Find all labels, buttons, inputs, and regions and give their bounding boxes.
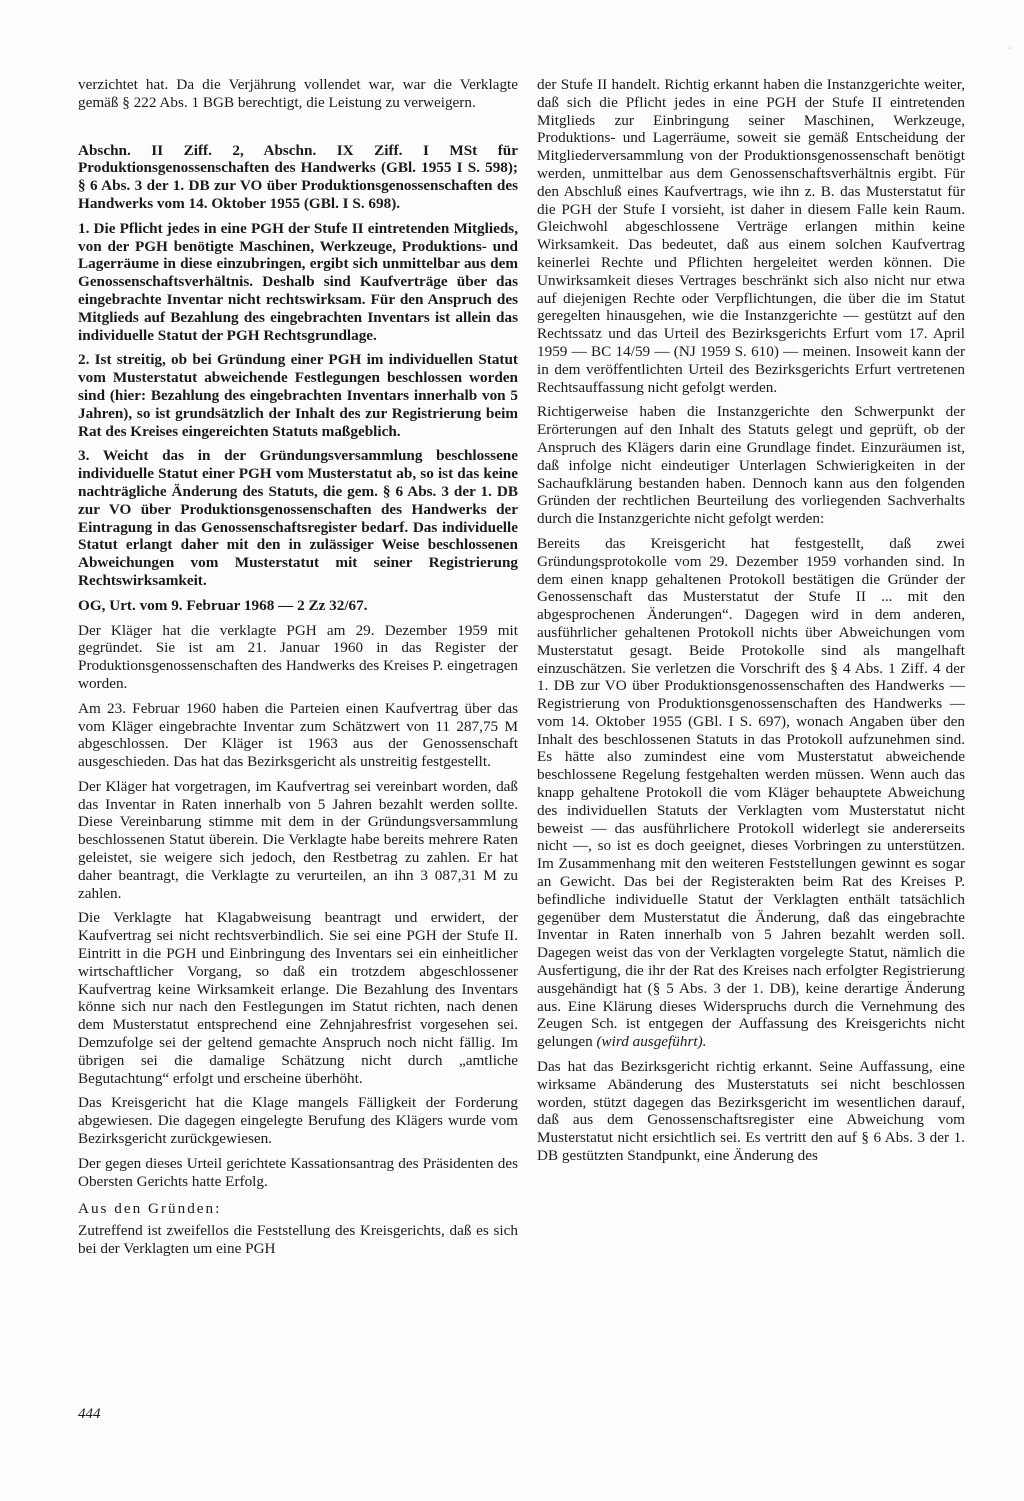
paragraph-text: Bereits das Kreisgericht hat festgestellt, daß zwei Gründungsprotokolle vom 29. Dezember 1959 vorhanden sind. In dem einen knapp gehaltenen Protokoll bestätigen die Gründer der Genossenschaft das Musterstatut der Stufe II ... mit den abgesprochenen Änderungen“. Dagegen wird in dem anderen, ausführlicher gehaltenen Protokoll nichts über Abweichungen vom Musterstatut gesagt. Beide Protokolle sind als mangelhaft einzuschätzen. Sie verletzen die Vorschrift des § 4 Abs. 1 Ziff. 4 der 1. DB zur VO über Produktionsgenossenschaften des Handwerks — Registrierung von Produktionsgenossenschaften des Handwerks — vom 14. Oktober 1955 (GBl. I S. 697), wonach Angaben über den Inhalt des beschlossenen Statuts in das Protokoll aufzunehmen sind. Es hätte also zumindest eine vom Musterstatut abweichende beschlossene Regelung festgehalten werden müssen. Wenn auch das knapp gehaltene Protokoll die vom Kläger behauptete Abweichung des individuellen Statuts der Verklagten vom Musterstatut nicht beweist — das ausführlichere Protokoll widerlegt sie andererseits nicht —, so ist es doch geeignet, dieses Vorbringen zu unterstützen. Im Zusammenhang mit den weiteren Feststellungen gewinnt es sogar an Gewicht. Das bei der Registerakten beim Rat des Kreises P. befindliche individuelle Statut der Verklagten enthält tatsächlich gegenüber dem Musterstatut die Änderung, daß das eingebrachte Inventar in Raten innerhalb von 5 Jahren bezahlt werden soll. Dagegen weist das von der Verklagten vorgelegte Statut, nämlich die Ausfertigung, die ihr der Rat des Kreises nach erfolgter Registrierung ausgehändigt hat (§ 5 Abs. 3 der 1. DB), keine derartige Änderung aus. Eine Klärung dieses Widerspruchs durch die Vernehmung des Zeugen Sch. ist entgegen der Auffassung des Kreisgerichts nicht gelungen [537,534,965,1051]
paragraph: Richtigerweise haben die Instanzgerichte den Schwerpunkt der Erörterungen auf den Inhalt des Statuts gelegt und geprüft, ob der Anspruch des Klägers darin eine Grundlage findet. Einzuräumen ist, daß infolge nicht eindeutiger Unterlagen Schwierigkeiten in der Sachaufklärung bestanden haben. Dennoch kann aus den folgenden Gründen der rechtlichen Beurteilung des vorliegenden Sachverhalts durch die Instanzgerichte nicht gefolgt werden: [537,403,965,528]
margin-mark: · [1008,44,1011,53]
paragraph: Zutreffend ist zweifellos die Feststellung des Kreisgerichts, daß es sich bei der Verklagten um eine PGH [78,1222,518,1258]
paragraph: Der gegen dieses Urteil gerichtete Kassationsantrag des Präsidenten des Obersten Gerichts hatte Erfolg. [78,1154,518,1190]
page-number: 444 [78,1406,101,1422]
paragraph: verzichtet hat. Da die Verjährung vollendet war, war die Verklagte gemäß § 222 Abs. 1 BGB berechtigt, die Leistung zu verweigern. [78,76,518,111]
italic-note: (wird ausgeführt). [596,1033,707,1051]
paragraph: Der Kläger hat vorgetragen, im Kaufvertrag sei vereinbart worden, daß das Inventar in Raten innerhalb von 5 Jahren bezahlt werden sollte. Diese Vereinbarung stimme mit dem in der Gründungsversammlung beschlossenen Statut überein. Die Verklagte habe bereits mehrere Raten geleistet, sie weigere sich jedoch, den Restbetrag zu zahlen. Er hat daher beantragt, die Verklagte zu verurteilen, an ihn 3 087,31 M zu zahlen. [78,777,518,902]
legal-citation-heading: Abschn. II Ziff. 2, Abschn. IX Ziff. I MSt für Produktionsgenossenschaften des Handwerks (GBl. 1955 I S. 598); § 6 Abs. 3 der 1. DB zur VO über Produktionsgenossenschaften des Handwerks vom 14. Oktober 1955 (GBl. I S. 698). [78,141,518,212]
paragraph: Am 23. Februar 1960 haben die Parteien einen Kaufvertrag über das vom Kläger eingebrachte Inventar zum Schätzwert von 11 287,75 M abgeschlossen. Der Kläger ist 1963 aus der Genossenschaft ausgeschieden. Das hat das Bezirksgericht als unstreitig festgestellt. [78,699,518,771]
headnote-3: 3. Weicht das in der Gründungsversammlung beschlossene individuelle Statut einer PGH vom Musterstatut ab, so ist das keine nachträgliche Änderung des Statuts, die gem. § 6 Abs. 3 der 1. DB zur VO über Produktionsgenossenschaften des Handwerks der Eintragung in das Genossenschaftsregister bedarf. Das individuelle Statut erlangt daher mit den in zulässiger Weise beschlossenen Abweichungen vom Musterstatut mit seiner Registrierung Rechtswirksamkeit. [78,447,518,589]
paragraph: Der Kläger hat die verklagte PGH am 29. Dezember 1959 mit gegründet. Sie ist am 21. Januar 1960 in das Register der Produktionsgenossenschaften des Handwerks des Kreises P. eingetragen worden. [78,621,518,692]
paragraph: Das Kreisgericht hat die Klage mangels Fälligkeit der Forderung abgewiesen. Die dagegen eingelegte Berufung des Klägers wurde vom Bezirksgericht zurückgewiesen. [78,1094,518,1148]
paragraph: Das hat das Bezirksgericht richtig erkannt. Seine Auffassung, eine wirksame Abänderung des Musterstatuts sei nicht beschlossen worden, stützt dagegen das Bezirksgericht im wesentlichen darauf, daß aus dem Genossenschaftsregister eine Abweichung vom Musterstatut nicht ersichtlich sei. Es vertritt den auf § 6 Abs. 3 der 1. DB gestützten Standpunkt, eine Änderung des [537,1058,965,1165]
paragraph: Die Verklagte hat Klagabweisung beantragt und erwidert, der Kaufvertrag sei nicht rechtsverbindlich. Sie sei eine PGH der Stufe II. Eintritt in die PGH und Einbringung des Inventars sei ein einheitlicher wirtschaftlicher Vorgang, so daß ein trotzdem abgeschlossener Kaufvertrag keine Wirksamkeit erlange. Die Bezahlung des Inventars könne sich nur nach den Festlegungen im Statut richten, nach denen dem Musterstatut entsprechend eine Zehnjahresfrist vorgesehen sei. Demzufolge sei der geltend gemachte Anspruch noch nicht fällig. Im übrigen sei die damalige Schätzung nicht durch „amtliche Begutachtung“ erfolgt und erscheine überhöht. [78,909,518,1087]
section-heading: Aus den Gründen: [78,1200,222,1218]
judgment-reference: OG, Urt. vom 9. Februar 1968 — 2 Zz 32/67. [78,596,368,614]
paragraph: der Stufe II handelt. Richtig erkannt haben die Instanzgerichte weiter, daß sich die Pflicht jedes in eine PGH der Stufe II eintretenden Mitglieds zur Einbringung seiner Maschinen, Werkzeuge, Produktions- und Lagerräume, soweit sie gemäß Entscheidung der Mitgliederversammlung von der Produktionsgenossenschaft benötigt werden, unmittelbar aus dem Genossenschaftsverhältnis ergibt. Für den Abschluß eines Kaufvertrags, wie ihn z. B. das Musterstatut für die PGH der Stufe I vorsieht, ist daher in diesem Falle kein Raum. Gleichwohl abgeschlossene Verträge erlangen mithin keine Wirksamkeit. Das bedeutet, daß aus einem solchen Kaufvertrag keinerlei Rechte und Pflichten hergeleitet werden können. Die Unwirksamkeit dieses Vertrages beschränkt sich also nicht nur etwa auf diejenigen Rechte oder Verpflichtungen, die über die im Statut geregelten hinausgehen, wie die Instanzgerichte — gestützt auf den Rechtssatz und das Urteil des Bezirksgerichts Erfurt vom 17. April 1959 — BC 14/59 — (NJ 1959 S. 610) — meinen. Insoweit kann der in dem veröffentlichten Urteil des Bezirksgerichts Erfurt vertretenen Rechtsauffassung nicht gefolgt werden. [537,76,965,396]
right-column [537,76,965,1172]
headnote-1: 1. Die Pflicht jedes in eine PGH der Stufe II eintretenden Mitglieds, von der PGH benötigte Maschinen, Werkzeuge, Produktions- und Lagerräume in diese einzubringen, ergibt sich unmittelbar aus dem Genossenschaftsverhältnis. Deshalb sind Kaufverträge über das eingebrachte Inventar nicht rechtswirksam. Für den Anspruch des Mitglieds auf Bezahlung des eingebrachten Inventars ist allein das individuelle Statut der PGH Rechtsgrundlage. [78,219,518,344]
paragraph [537,535,965,1051]
headnote-2: 2. Ist streitig, ob bei Gründung einer PGH im individuellen Statut vom Musterstatut abweichende Festlegungen beschlossen worden sind (hier: Bezahlung des eingebrachten Inventars innerhalb von 5 Jahren), so ist grundsätzlich der Inhalt des zur Registrierung beim Rat des Kreises eingereichten Statuts maßgeblich. [78,351,518,440]
left-column [78,76,518,1265]
